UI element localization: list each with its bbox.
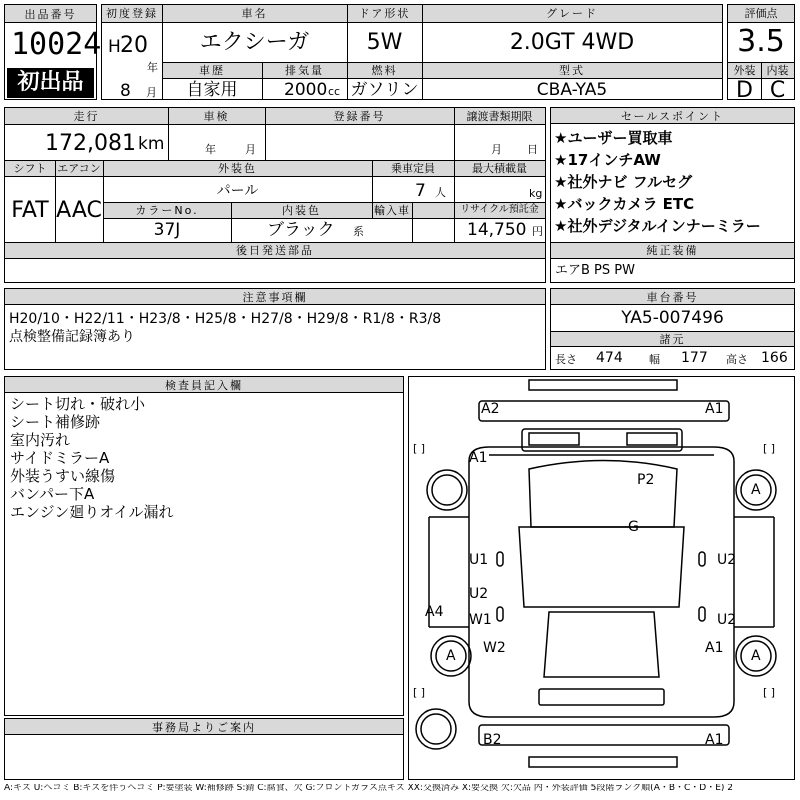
history-value: 自家用 (186, 80, 238, 100)
mark-door-rl: W1 (469, 612, 492, 628)
chassis-value: YA5-007496 (621, 308, 724, 328)
length-value: 474 (596, 350, 623, 366)
displacement-value: 2000 (284, 80, 328, 100)
legend: A:キズ U:ヘコミ B:キズを伴うヘコミ P:要塗装 W:補修跡 S:錆 C:腐食、欠 G:フロントガラス点キズ XX:交換済み X:要交換 欠:欠品 内・外装評価 5段階ランク順(A・B・C・D・E) 2 (4, 784, 734, 793)
fuel-label: 燃料 (371, 64, 398, 77)
interior-color-label: 内装色 (282, 204, 321, 217)
mark-wheel-fr: A (751, 482, 761, 498)
office-box (4, 718, 404, 780)
inspector-line: シート切れ・破れ小 (10, 395, 146, 413)
mark-door-rl-top: U2 (469, 586, 489, 602)
mark-rear-left: B2 (483, 732, 502, 748)
bracket-left-top: [ ] (413, 442, 426, 455)
shift-label: シフト (13, 162, 47, 175)
score-value: 3.5 (737, 24, 785, 59)
int-label: 内装 (766, 64, 789, 77)
mark-wheel-rl: A (446, 648, 456, 664)
width-value: 177 (681, 350, 708, 366)
lot-label: 出品番号 (24, 8, 77, 21)
ac-value: AAC (56, 198, 102, 223)
reg-month: 8 (120, 81, 131, 101)
interior-color-value: ブラック (267, 220, 335, 240)
model-label: 車名 (241, 7, 268, 20)
capacity-value: 7 (415, 181, 426, 201)
sales-points-label: セールスポイント (620, 110, 724, 123)
inspection-year-unit: 年 (205, 143, 216, 156)
mark-door-fl: U1 (469, 552, 489, 568)
mark-quarter-left: A4 (425, 604, 444, 620)
mark-quarter-left2: W2 (483, 640, 506, 656)
grade-label: グレード (546, 7, 598, 20)
shift-value: FAT (11, 198, 49, 223)
height-label: 高さ (726, 353, 748, 366)
mileage-unit: km (138, 134, 165, 154)
inspector-line: シート補修跡 (10, 413, 101, 431)
sales-points-box (550, 107, 795, 283)
mark-front-right: A1 (705, 401, 724, 417)
ext-value: D (736, 78, 753, 103)
inspector-box (4, 376, 404, 716)
mileage-value: 172,081 (45, 131, 136, 156)
sales-point-item: ★社外ナビ フルセグ (554, 173, 693, 191)
recycle-value: 14,750 (467, 220, 527, 240)
score-label: 評価点 (744, 7, 778, 20)
sales-point-item: ★17インチAW (554, 151, 661, 169)
displacement-label: 排気量 (285, 64, 324, 77)
transfer-label: 譲渡書類期限 (466, 110, 533, 123)
chassis-box (550, 288, 795, 370)
model-name: エクシーガ (199, 30, 310, 55)
color-no-value: 37J (153, 220, 181, 240)
reg-label: 初度登録 (106, 7, 158, 20)
door-label: ドア形状 (358, 7, 411, 20)
inspection-month-unit: 月 (245, 143, 256, 156)
mark-front-left: A2 (481, 401, 500, 417)
inspector-label: 検査員記入欄 (165, 379, 243, 392)
sales-point-item: ★社外デジタルインナーミラー (554, 217, 761, 235)
bracket-right-bottom: [ ] (763, 686, 776, 699)
width-label: 幅 (649, 353, 660, 366)
reg-year: 20 (120, 33, 148, 58)
color-no-label: カラーNo. (135, 204, 199, 217)
history-label: 車歴 (199, 64, 225, 77)
door-value: 5W (366, 30, 403, 55)
parts-label: 後日発送部品 (236, 244, 314, 257)
inspector-line: バンパー下A (10, 485, 95, 503)
mark-roof: G (628, 519, 639, 535)
transfer-day-unit: 日 (527, 143, 538, 156)
specs-label: 諸元 (659, 333, 686, 346)
first-listing-badge: 初出品 (7, 68, 94, 98)
load-unit: kg (529, 187, 543, 200)
grade-value: 2.0GT 4WD (509, 30, 635, 55)
sales-point-item: ★ユーザー買取車 (554, 129, 673, 147)
load-label: 最大積載量 (472, 162, 527, 175)
capacity-label: 乗車定員 (391, 162, 435, 175)
type-label: 型式 (559, 64, 585, 77)
lot-number: 10024 (11, 27, 102, 62)
ac-label: エアコン (57, 162, 101, 175)
mark-hood: P2 (637, 472, 655, 488)
notes-line: H20/10・H22/11・H23/8・H25/8・H27/8・H29/8・R1/8・R3/8 (9, 311, 442, 327)
car-diagram (408, 376, 795, 780)
reg-month-unit: 月 (146, 86, 157, 99)
sales-point-item: ★バックカメラ ETC (554, 195, 695, 213)
displacement-unit: cc (328, 85, 341, 98)
mark-quarter-right: A1 (705, 640, 724, 656)
type-value: CBA-YA5 (536, 80, 608, 100)
inspector-line: 外装うすい線傷 (10, 467, 116, 485)
reg-era: H (108, 37, 121, 57)
score-box (727, 4, 795, 103)
int-value: C (769, 78, 786, 103)
equipment-label: 純正装備 (646, 244, 699, 257)
car-outline (409, 377, 794, 779)
notes-line: 点検整備記録簿あり (9, 329, 135, 345)
mark-wheel-rr: A (751, 648, 761, 664)
chassis-label: 車台番号 (646, 291, 699, 304)
notes-box (4, 288, 546, 370)
details-table (4, 107, 546, 283)
inspector-line: サイドミラーA (10, 449, 110, 467)
mark-rear-right: A1 (705, 732, 724, 748)
inspection-label: 車検 (203, 110, 230, 123)
mark-door-rr: U2 (717, 612, 737, 628)
mark-fender-left: A1 (469, 450, 488, 466)
reg-year-unit: 年 (147, 61, 158, 74)
fuel-value: ガソリン (350, 80, 419, 100)
office-label: 事務局よりご案内 (152, 721, 256, 734)
inspector-line: エンジン廻りオイル漏れ (10, 503, 174, 521)
color-label: 外装色 (218, 162, 257, 175)
lot-box (4, 4, 102, 100)
mark-door-fr: U2 (717, 552, 737, 568)
capacity-unit: 人 (435, 186, 446, 199)
notes-label: 注意事項欄 (242, 291, 308, 304)
header-table (101, 4, 723, 100)
inspector-line: 室内汚れ (10, 431, 71, 449)
import-label: 輸入車 (374, 204, 410, 217)
length-label: 長さ (555, 353, 577, 366)
recycle-label: リサイクル預託金 (460, 204, 539, 215)
recycle-unit: 円 (532, 225, 543, 238)
transfer-month-unit: 月 (491, 143, 502, 156)
bracket-left-bottom: [ ] (413, 686, 426, 699)
height-value: 166 (761, 350, 788, 366)
equipment-value: エアB PS PW (555, 263, 635, 278)
plate-label: 登録番号 (333, 110, 386, 123)
color-value: パール (216, 183, 259, 199)
bracket-right-top: [ ] (763, 442, 776, 455)
mileage-label: 走行 (73, 110, 100, 123)
ext-label: 外装 (733, 64, 756, 77)
interior-color-unit: 系 (353, 225, 364, 238)
